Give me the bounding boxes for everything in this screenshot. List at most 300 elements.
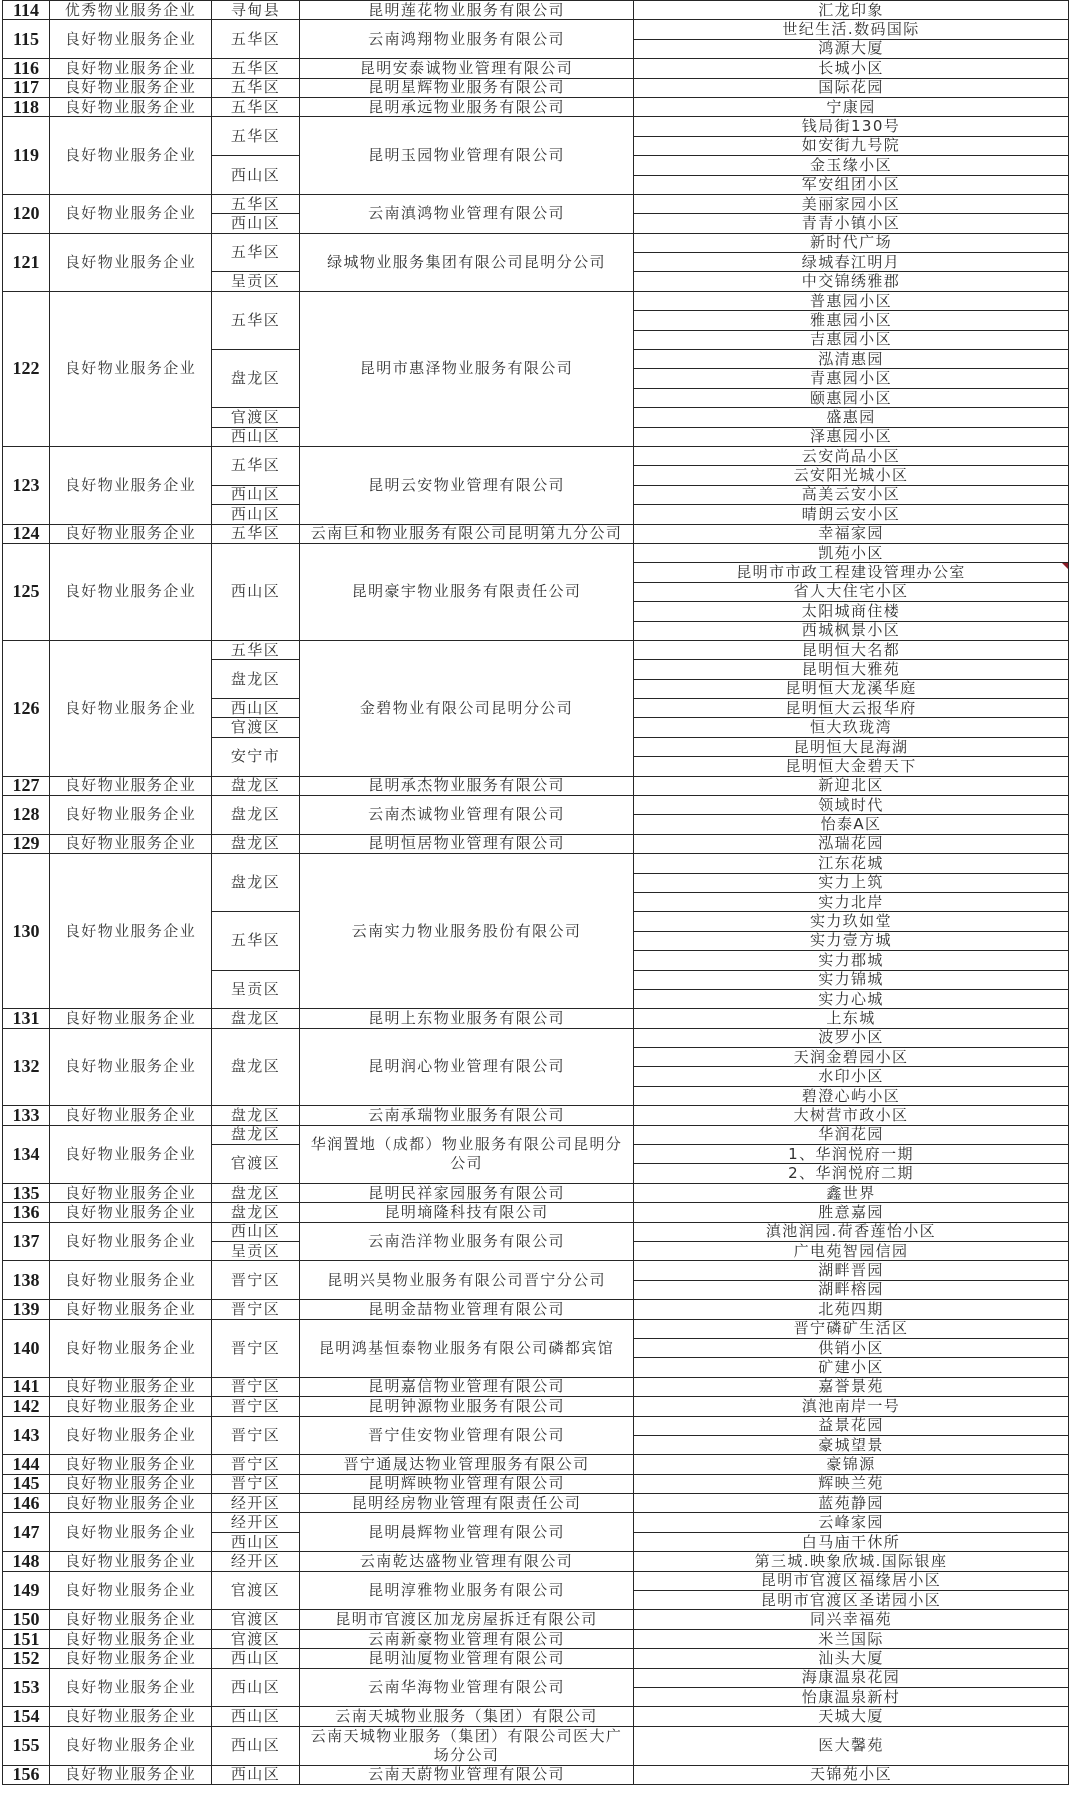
company-name: 昆明云安物业管理有限公司 [300, 446, 634, 524]
enterprise-category: 良好物业服务企业 [50, 1183, 212, 1202]
enterprise-category: 良好物业服务企业 [50, 1552, 212, 1571]
company-name: 昆明市惠泽物业服务有限公司 [300, 291, 634, 446]
community: 盛惠园 [634, 408, 1069, 427]
district: 晋宁区 [212, 1261, 300, 1300]
district: 五华区 [212, 117, 300, 156]
community: 颐惠园小区 [634, 388, 1069, 407]
community: 雅惠园小区 [634, 311, 1069, 330]
table-row [3, 1106, 1069, 1125]
row-number: 136 [3, 1203, 50, 1222]
table-row [3, 1474, 1069, 1493]
table-row [3, 1552, 1069, 1571]
table-row [3, 20, 1069, 39]
district: 盘龙区 [212, 1183, 300, 1202]
table-row [3, 1571, 1069, 1590]
row-number: 145 [3, 1474, 50, 1493]
district: 盘龙区 [212, 796, 300, 835]
enterprise-category: 良好物业服务企业 [50, 446, 212, 524]
table-row [3, 1261, 1069, 1280]
company-name: 云南天城物业服务（集团）有限公司 [300, 1707, 634, 1726]
district: 晋宁区 [212, 1397, 300, 1416]
row-number: 152 [3, 1649, 50, 1668]
district: 盘龙区 [212, 854, 300, 912]
community: 华润花园 [634, 1125, 1069, 1144]
comment-indicator-icon[interactable] [1062, 563, 1068, 569]
enterprise-category: 良好物业服务企业 [50, 1009, 212, 1028]
table-row [3, 1707, 1069, 1726]
district: 五华区 [212, 97, 300, 116]
community: 天城大厦 [634, 1707, 1069, 1726]
community: 鑫世界 [634, 1183, 1069, 1202]
enterprise-category: 良好物业服务企业 [50, 1222, 212, 1261]
enterprise-category: 良好物业服务企业 [50, 543, 212, 640]
community: 实力上筑 [634, 873, 1069, 892]
company-name: 昆明兴昊物业服务有限公司晋宁分公司 [300, 1261, 634, 1300]
enterprise-category: 良好物业服务企业 [50, 1494, 212, 1513]
row-number: 123 [3, 446, 50, 524]
company-name: 云南浩洋物业服务有限公司 [300, 1222, 634, 1261]
company-name: 云南新豪物业管理有限公司 [300, 1629, 634, 1648]
district: 官渡区 [212, 718, 300, 737]
enterprise-category: 良好物业服务企业 [50, 1513, 212, 1552]
company-name: 昆明玉园物业管理有限公司 [300, 117, 634, 195]
enterprise-category: 良好物业服务企业 [50, 117, 212, 195]
table-row [3, 59, 1069, 78]
row-number: 137 [3, 1222, 50, 1261]
community: 泓清惠园 [634, 350, 1069, 369]
district: 西山区 [212, 1668, 300, 1707]
community: 军安组团小区 [634, 175, 1069, 194]
community: 昆明恒大雅苑 [634, 660, 1069, 679]
row-number: 138 [3, 1261, 50, 1300]
table-row [3, 1416, 1069, 1435]
community: 第三城.映象欣城.国际银座 [634, 1552, 1069, 1571]
community: 碧澄心屿小区 [634, 1086, 1069, 1105]
enterprise-category: 良好物业服务企业 [50, 1765, 212, 1784]
community: 大树营市政小区 [634, 1106, 1069, 1125]
district: 西山区 [212, 214, 300, 233]
district: 呈贡区 [212, 1242, 300, 1261]
district: 盘龙区 [212, 776, 300, 795]
table-row [3, 1726, 1069, 1765]
company-name: 昆明经房物业管理有限责任公司 [300, 1494, 634, 1513]
enterprise-category: 良好物业服务企业 [50, 1707, 212, 1726]
community: 世纪生活.数码国际 [634, 20, 1069, 39]
district: 官渡区 [212, 1145, 300, 1184]
company-name: 昆明墒隆科技有限公司 [300, 1203, 634, 1222]
district: 五华区 [212, 640, 300, 659]
table-row [3, 78, 1069, 97]
community: 湖畔晋园 [634, 1261, 1069, 1280]
community: 泓瑞花园 [634, 834, 1069, 853]
community: 豪城望景 [634, 1435, 1069, 1454]
table-row [3, 1397, 1069, 1416]
row-number: 120 [3, 194, 50, 233]
company-name: 晋宁佳安物业管理有限公司 [300, 1416, 634, 1455]
district: 晋宁区 [212, 1300, 300, 1319]
community: 豪锦源 [634, 1455, 1069, 1474]
community: 青青小镇小区 [634, 214, 1069, 233]
district: 官渡区 [212, 1629, 300, 1648]
district: 晋宁区 [212, 1377, 300, 1396]
community: 泽惠园小区 [634, 427, 1069, 446]
district: 晋宁区 [212, 1319, 300, 1377]
community: 美丽家园小区 [634, 194, 1069, 213]
community: 实力北岸 [634, 892, 1069, 911]
community: 金玉缘小区 [634, 156, 1069, 175]
community: 昆明市官渡区福缘居小区 [634, 1571, 1069, 1590]
community: 怡泰A区 [634, 815, 1069, 834]
enterprise-category: 良好物业服务企业 [50, 640, 212, 776]
community: 滇池南岸一号 [634, 1397, 1069, 1416]
row-number: 129 [3, 834, 50, 853]
district: 寻甸县 [212, 1, 300, 20]
enterprise-category: 良好物业服务企业 [50, 1397, 212, 1416]
table-row [3, 117, 1069, 136]
district: 西山区 [212, 156, 300, 195]
row-number: 115 [3, 20, 50, 59]
row-number: 135 [3, 1183, 50, 1202]
row-number: 154 [3, 1707, 50, 1726]
district: 晋宁区 [212, 1416, 300, 1455]
table-row [3, 543, 1069, 562]
company-name: 昆明市官渡区加龙房屋拆迁有限公司 [300, 1610, 634, 1629]
district: 官渡区 [212, 408, 300, 427]
row-number: 155 [3, 1726, 50, 1765]
community: 长城小区 [634, 59, 1069, 78]
community: 中交锦绣雅郡 [634, 272, 1069, 291]
community: 胜意嘉园 [634, 1203, 1069, 1222]
community: 实力郡城 [634, 951, 1069, 970]
community: 辉映兰苑 [634, 1474, 1069, 1493]
district: 呈贡区 [212, 272, 300, 291]
company-name: 云南华海物业管理有限公司 [300, 1668, 634, 1707]
row-number: 141 [3, 1377, 50, 1396]
company-name: 昆明承远物业服务有限公司 [300, 97, 634, 116]
row-number: 153 [3, 1668, 50, 1707]
enterprise-category: 良好物业服务企业 [50, 1203, 212, 1222]
district: 五华区 [212, 446, 300, 485]
row-number: 122 [3, 291, 50, 446]
table-row [3, 1610, 1069, 1629]
community: 天润金碧园小区 [634, 1048, 1069, 1067]
row-number: 133 [3, 1106, 50, 1125]
company-name: 昆明恒居物业管理有限公司 [300, 834, 634, 853]
district: 经开区 [212, 1494, 300, 1513]
company-name: 昆明莲花物业服务有限公司 [300, 1, 634, 20]
enterprise-category: 良好物业服务企业 [50, 1726, 212, 1765]
table-row [3, 776, 1069, 795]
table-row [3, 1649, 1069, 1668]
community: 北苑四期 [634, 1300, 1069, 1319]
company-name: 云南滇鸿物业管理有限公司 [300, 194, 634, 233]
row-number: 144 [3, 1455, 50, 1474]
community: 嘉誉景苑 [634, 1377, 1069, 1396]
table-row [3, 97, 1069, 116]
district: 五华区 [212, 524, 300, 543]
enterprise-category: 良好物业服务企业 [50, 59, 212, 78]
company-name: 昆明民祥家园服务有限公司 [300, 1183, 634, 1202]
enterprise-category: 良好物业服务企业 [50, 524, 212, 543]
row-number: 140 [3, 1319, 50, 1377]
community: 米兰国际 [634, 1629, 1069, 1648]
row-number: 142 [3, 1397, 50, 1416]
community: 云安阳光城小区 [634, 466, 1069, 485]
community: 怡康温泉新村 [634, 1687, 1069, 1706]
table-row [3, 1203, 1069, 1222]
community: 青惠园小区 [634, 369, 1069, 388]
company-name: 昆明承杰物业服务有限公司 [300, 776, 634, 795]
enterprise-category: 良好物业服务企业 [50, 1125, 212, 1183]
community: 实力锦城 [634, 970, 1069, 989]
district: 西山区 [212, 1649, 300, 1668]
table-row [3, 1, 1069, 20]
district: 盘龙区 [212, 1028, 300, 1106]
table-row [3, 1183, 1069, 1202]
community: 幸福家园 [634, 524, 1069, 543]
community: 省人大住宅小区 [634, 582, 1069, 601]
row-number: 128 [3, 796, 50, 835]
community: 领域时代 [634, 796, 1069, 815]
community: 昆明市市政工程建设管理办公室 [736, 563, 966, 582]
district: 西山区 [212, 543, 300, 640]
company-name: 金碧物业有限公司昆明分公司 [300, 640, 634, 776]
row-number: 117 [3, 78, 50, 97]
company-name: 云南杰诚物业管理有限公司 [300, 796, 634, 835]
community: 昆明恒大云报华府 [634, 699, 1069, 718]
community: 实力壹方城 [634, 931, 1069, 950]
row-number: 151 [3, 1629, 50, 1648]
community: 广电苑智园信园 [634, 1242, 1069, 1261]
community: 西城枫景小区 [634, 621, 1069, 640]
company-name: 昆明润心物业管理有限公司 [300, 1028, 634, 1106]
enterprise-category: 良好物业服务企业 [50, 1571, 212, 1610]
enterprise-category: 良好物业服务企业 [50, 291, 212, 446]
row-number: 148 [3, 1552, 50, 1571]
community: 滇池润园.荷香莲怡小区 [634, 1222, 1069, 1241]
community: 晋宁磷矿生活区 [634, 1319, 1069, 1338]
district: 西山区 [212, 427, 300, 446]
district: 盘龙区 [212, 350, 300, 408]
community-with-comment [634, 563, 1069, 582]
district: 西山区 [212, 1532, 300, 1551]
company-name: 昆明钟源物业服务有限公司 [300, 1397, 634, 1416]
community: 汇龙印象 [634, 1, 1069, 20]
community: 实力玖如堂 [634, 912, 1069, 931]
enterprise-category: 良好物业服务企业 [50, 796, 212, 835]
community: 新迎北区 [634, 776, 1069, 795]
company-name: 昆明上东物业服务有限公司 [300, 1009, 634, 1028]
district: 五华区 [212, 233, 300, 272]
row-number: 125 [3, 543, 50, 640]
district: 西山区 [212, 1222, 300, 1241]
community: 汕头大厦 [634, 1649, 1069, 1668]
table-row [3, 1513, 1069, 1532]
company-name: 云南承瑞物业服务有限公司 [300, 1106, 634, 1125]
community: 凯苑小区 [634, 543, 1069, 562]
community: 湖畔榕园 [634, 1280, 1069, 1299]
table-row [3, 1494, 1069, 1513]
enterprise-category: 良好物业服务企业 [50, 20, 212, 59]
community: 波罗小区 [634, 1028, 1069, 1047]
district: 五华区 [212, 78, 300, 97]
table-row [3, 1319, 1069, 1338]
table-row [3, 834, 1069, 853]
table-row [3, 1222, 1069, 1241]
community: 云安尚品小区 [634, 446, 1069, 465]
company-name: 昆明安泰诚物业管理有限公司 [300, 59, 634, 78]
community: 昆明恒大昆海湖 [634, 737, 1069, 756]
company-name: 昆明晨辉物业管理有限公司 [300, 1513, 634, 1552]
table-row [3, 233, 1069, 252]
community: 昆明恒大金碧天下 [634, 757, 1069, 776]
table-row [3, 524, 1069, 543]
row-number: 143 [3, 1416, 50, 1455]
community: 高美云安小区 [634, 485, 1069, 504]
row-number: 147 [3, 1513, 50, 1552]
enterprise-category: 良好物业服务企业 [50, 834, 212, 853]
district: 官渡区 [212, 1571, 300, 1610]
enterprise-category: 良好物业服务企业 [50, 1455, 212, 1474]
district: 五华区 [212, 291, 300, 349]
company-name: 云南天城物业服务（集团）有限公司医大广场分公司 [300, 1726, 634, 1765]
enterprise-category: 良好物业服务企业 [50, 1610, 212, 1629]
community: 晴朗云安小区 [634, 505, 1069, 524]
row-number: 134 [3, 1125, 50, 1183]
company-name: 昆明金喆物业管理有限公司 [300, 1300, 634, 1319]
enterprise-category: 良好物业服务企业 [50, 1319, 212, 1377]
table-row [3, 1125, 1069, 1144]
row-number: 114 [3, 1, 50, 20]
community: 2、华润悦府二期 [634, 1164, 1069, 1183]
district: 五华区 [212, 912, 300, 970]
enterprise-category: 良好物业服务企业 [50, 1261, 212, 1300]
company-name: 昆明辉映物业管理有限公司 [300, 1474, 634, 1493]
enterprise-category: 良好物业服务企业 [50, 1629, 212, 1648]
community: 矿建小区 [634, 1358, 1069, 1377]
district: 五华区 [212, 20, 300, 59]
enterprise-category: 良好物业服务企业 [50, 233, 212, 291]
community: 昆明市官渡区圣诺园小区 [634, 1591, 1069, 1610]
table-row [3, 1377, 1069, 1396]
company-name: 昆明淳雅物业服务有限公司 [300, 1571, 634, 1610]
table-row [3, 446, 1069, 465]
company-name: 云南实力物业服务股份有限公司 [300, 854, 634, 1009]
district: 西山区 [212, 485, 300, 504]
row-number: 130 [3, 854, 50, 1009]
district: 盘龙区 [212, 1125, 300, 1144]
enterprise-category: 良好物业服务企业 [50, 1300, 212, 1319]
company-name: 昆明豪宇物业服务有限责任公司 [300, 543, 634, 640]
community: 蓝苑静园 [634, 1494, 1069, 1513]
enterprise-category: 良好物业服务企业 [50, 97, 212, 116]
district: 官渡区 [212, 1610, 300, 1629]
enterprise-category: 优秀物业服务企业 [50, 1, 212, 20]
community: 供销小区 [634, 1338, 1069, 1357]
district: 西山区 [212, 1726, 300, 1765]
row-number: 119 [3, 117, 50, 195]
community: 普惠园小区 [634, 291, 1069, 310]
enterprise-category: 良好物业服务企业 [50, 1416, 212, 1455]
row-number: 127 [3, 776, 50, 795]
district: 晋宁区 [212, 1455, 300, 1474]
district: 经开区 [212, 1513, 300, 1532]
table-row [3, 1668, 1069, 1687]
enterprise-category: 良好物业服务企业 [50, 1474, 212, 1493]
enterprise-category: 良好物业服务企业 [50, 776, 212, 795]
community: 天锦苑小区 [634, 1765, 1069, 1784]
community: 恒大玖珑湾 [634, 718, 1069, 737]
community: 海康温泉花园 [634, 1668, 1069, 1687]
enterprise-category: 良好物业服务企业 [50, 1028, 212, 1106]
community: 1、华润悦府一期 [634, 1145, 1069, 1164]
row-number: 116 [3, 59, 50, 78]
row-number: 131 [3, 1009, 50, 1028]
district: 西山区 [212, 1707, 300, 1726]
district: 西山区 [212, 505, 300, 524]
table-row [3, 854, 1069, 873]
row-number: 118 [3, 97, 50, 116]
community: 白马庙干休所 [634, 1532, 1069, 1551]
company-name: 昆明鸿基恒泰物业服务有限公司磷都宾馆 [300, 1319, 634, 1377]
company-name: 华润置地（成都）物业服务有限公司昆明分公司 [300, 1125, 634, 1183]
district: 五华区 [212, 59, 300, 78]
community: 昆明恒大名都 [634, 640, 1069, 659]
enterprise-category: 良好物业服务企业 [50, 854, 212, 1009]
company-name: 云南鸿翔物业服务有限公司 [300, 20, 634, 59]
community: 上东城 [634, 1009, 1069, 1028]
community: 宁康园 [634, 97, 1069, 116]
community: 鸿源大厦 [634, 39, 1069, 58]
company-name: 昆明汕厦物业管理有限公司 [300, 1649, 634, 1668]
enterprise-category: 良好物业服务企业 [50, 1377, 212, 1396]
district: 盘龙区 [212, 660, 300, 699]
table-row [3, 1629, 1069, 1648]
community: 益景花园 [634, 1416, 1069, 1435]
district: 晋宁区 [212, 1474, 300, 1493]
community: 国际花园 [634, 78, 1069, 97]
table-row [3, 1028, 1069, 1047]
table-row [3, 1455, 1069, 1474]
community: 医大馨苑 [634, 1726, 1069, 1765]
row-number: 150 [3, 1610, 50, 1629]
company-name: 绿城物业服务集团有限公司昆明分公司 [300, 233, 634, 291]
company-name: 云南巨和物业服务有限公司昆明第九分公司 [300, 524, 634, 543]
row-number: 132 [3, 1028, 50, 1106]
district: 西山区 [212, 699, 300, 718]
district: 盘龙区 [212, 834, 300, 853]
table-row [3, 640, 1069, 659]
table-row [3, 194, 1069, 213]
enterprise-category: 良好物业服务企业 [50, 1668, 212, 1707]
district: 呈贡区 [212, 970, 300, 1009]
row-number: 156 [3, 1765, 50, 1784]
community: 昆明恒大龙溪华庭 [634, 679, 1069, 698]
company-name: 昆明星辉物业服务有限公司 [300, 78, 634, 97]
community: 绿城春江明月 [634, 253, 1069, 272]
community: 实力心城 [634, 989, 1069, 1008]
community: 同兴幸福苑 [634, 1610, 1069, 1629]
company-name: 云南乾达盛物业管理有限公司 [300, 1552, 634, 1571]
company-name: 昆明嘉信物业管理有限公司 [300, 1377, 634, 1396]
community: 太阳城商住楼 [634, 602, 1069, 621]
district: 经开区 [212, 1552, 300, 1571]
table-row [3, 291, 1069, 310]
enterprise-category: 良好物业服务企业 [50, 194, 212, 233]
community: 吉惠园小区 [634, 330, 1069, 349]
row-number: 139 [3, 1300, 50, 1319]
row-number: 124 [3, 524, 50, 543]
